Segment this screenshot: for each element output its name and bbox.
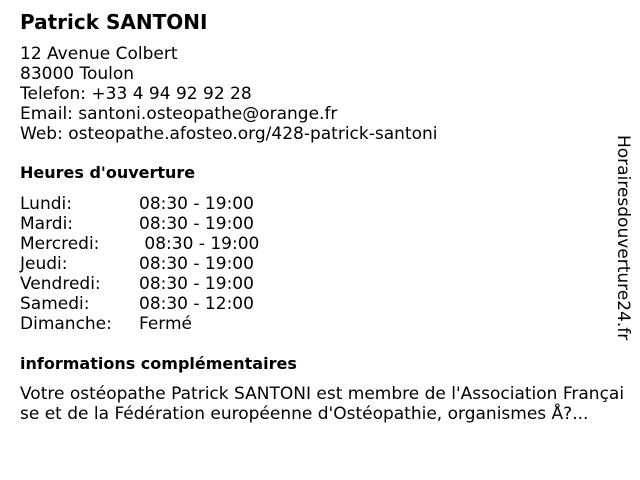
hours-day: Vendredi: [20, 274, 101, 294]
address-line-street: 12 Avenue Colbert [20, 44, 178, 64]
hours-row-sunday [20, 314, 259, 334]
hours-day: Samedi: [20, 294, 90, 314]
hours-time: 08:30 - 19:00 [139, 214, 254, 234]
additional-info-heading: informations complémentaires [20, 354, 297, 373]
business-name: Patrick SANTONI [20, 10, 208, 34]
hours-time: 08:30 - 19:00 [139, 194, 254, 214]
hours-row-thursday [20, 254, 259, 274]
hours-day: Jeudi: [20, 254, 68, 274]
address-line-city: 83000 Toulon [20, 64, 135, 84]
contact-details [20, 44, 438, 144]
hours-row-friday [20, 274, 259, 294]
watermark [611, 135, 635, 345]
hours-row-saturday [20, 294, 259, 314]
hours-day: Mercredi: [20, 234, 100, 254]
hours-day: Mardi: [20, 214, 74, 234]
website-url: Web: osteopathe.afosteo.org/428-patrick-santoni [20, 124, 438, 144]
hours-time: 08:30 - 12:00 [139, 294, 254, 314]
hours-time: 08:30 - 19:00 [139, 274, 254, 294]
hours-time: 08:30 - 19:00 [139, 254, 254, 274]
hours-time: 08:30 - 19:00 [139, 234, 260, 254]
watermark-text: Horairesdouverture24.fr [613, 135, 633, 341]
additional-info-text: Votre ostéopathe Patrick SANTONI est membre de l'Association Française et de la Fédération européenne d'Ostéopathie, organismes Å?... [20, 384, 625, 424]
hours-row-wednesday [20, 234, 259, 254]
phone-number: Telefon: +33 4 94 92 92 28 [20, 84, 252, 104]
opening-hours-table [20, 194, 259, 334]
hours-row-monday [20, 194, 259, 214]
hours-day: Dimanche: [20, 314, 112, 334]
hours-day: Lundi: [20, 194, 72, 214]
hours-time: Fermé [139, 314, 193, 334]
opening-hours-heading: Heures d'ouverture [20, 163, 196, 182]
hours-row-tuesday [20, 214, 259, 234]
email-address: Email: santoni.osteopathe@orange.fr [20, 104, 338, 124]
